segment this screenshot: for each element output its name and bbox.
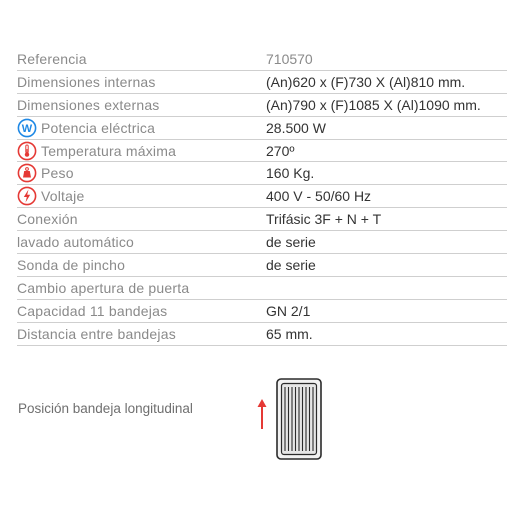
spec-value: 65 mm. <box>266 325 313 342</box>
spec-label: Potencia eléctrica <box>41 119 156 136</box>
spec-label: Sonda de pincho <box>17 256 126 273</box>
spec-row-voltaje <box>17 185 507 208</box>
spec-row-cambio-apertura <box>17 277 507 300</box>
svg-text:W: W <box>21 122 33 135</box>
spec-value: (An)790 x (F)1085 X (Al)1090 mm. <box>266 96 481 113</box>
spec-label: Referencia <box>17 50 87 67</box>
spec-label: Capacidad 11 bandejas <box>17 302 168 319</box>
arrow-up-icon <box>256 398 268 430</box>
spec-label: Cambio apertura de puerta <box>17 279 190 296</box>
spec-row-dimensiones-externas <box>17 94 507 117</box>
spec-value: de serie <box>266 234 316 251</box>
spec-label: Dimensiones internas <box>17 73 156 90</box>
spec-label: Temperatura máxima <box>41 142 177 159</box>
weight-icon <box>17 163 37 183</box>
spec-value: 400 V - 50/60 Hz <box>266 188 372 205</box>
spec-row-lavado <box>17 231 507 254</box>
spec-label: Distancia entre bandejas <box>17 325 176 342</box>
thermometer-icon <box>17 141 37 161</box>
power-icon <box>17 118 37 138</box>
spec-row-dimensiones-internas <box>17 71 507 94</box>
spec-value: Trifásic 3F + N + T <box>266 211 382 228</box>
spec-row-referencia <box>17 48 507 71</box>
spec-row-peso <box>17 162 507 185</box>
spec-row-temperatura <box>17 140 507 163</box>
tray-position-label: Posición bandeja longitudinal <box>18 401 193 416</box>
spec-row-conexion <box>17 208 507 231</box>
gn-tray-icon <box>276 378 322 460</box>
spec-label: Voltaje <box>41 188 85 205</box>
spec-label: Peso <box>41 165 74 182</box>
spec-row-potencia <box>17 117 507 140</box>
spec-table <box>17 48 507 346</box>
spec-row-distancia <box>17 323 507 346</box>
spec-value: 270º <box>266 142 295 159</box>
spec-row-capacidad <box>17 300 507 323</box>
spec-value: GN 2/1 <box>266 302 311 319</box>
spec-label: lavado automático <box>17 234 135 251</box>
spec-value: (An)620 x (F)730 X (Al)810 mm. <box>266 73 466 90</box>
spec-value: de serie <box>266 256 316 273</box>
spec-value: 710570 <box>266 50 313 67</box>
spec-label: Conexión <box>17 211 78 228</box>
spec-row-sonda <box>17 254 507 277</box>
spec-value: 28.500 W <box>266 119 326 136</box>
spec-label: Dimensiones externas <box>17 96 160 113</box>
voltage-icon <box>17 186 37 206</box>
spec-value: 160 Kg. <box>266 165 315 182</box>
